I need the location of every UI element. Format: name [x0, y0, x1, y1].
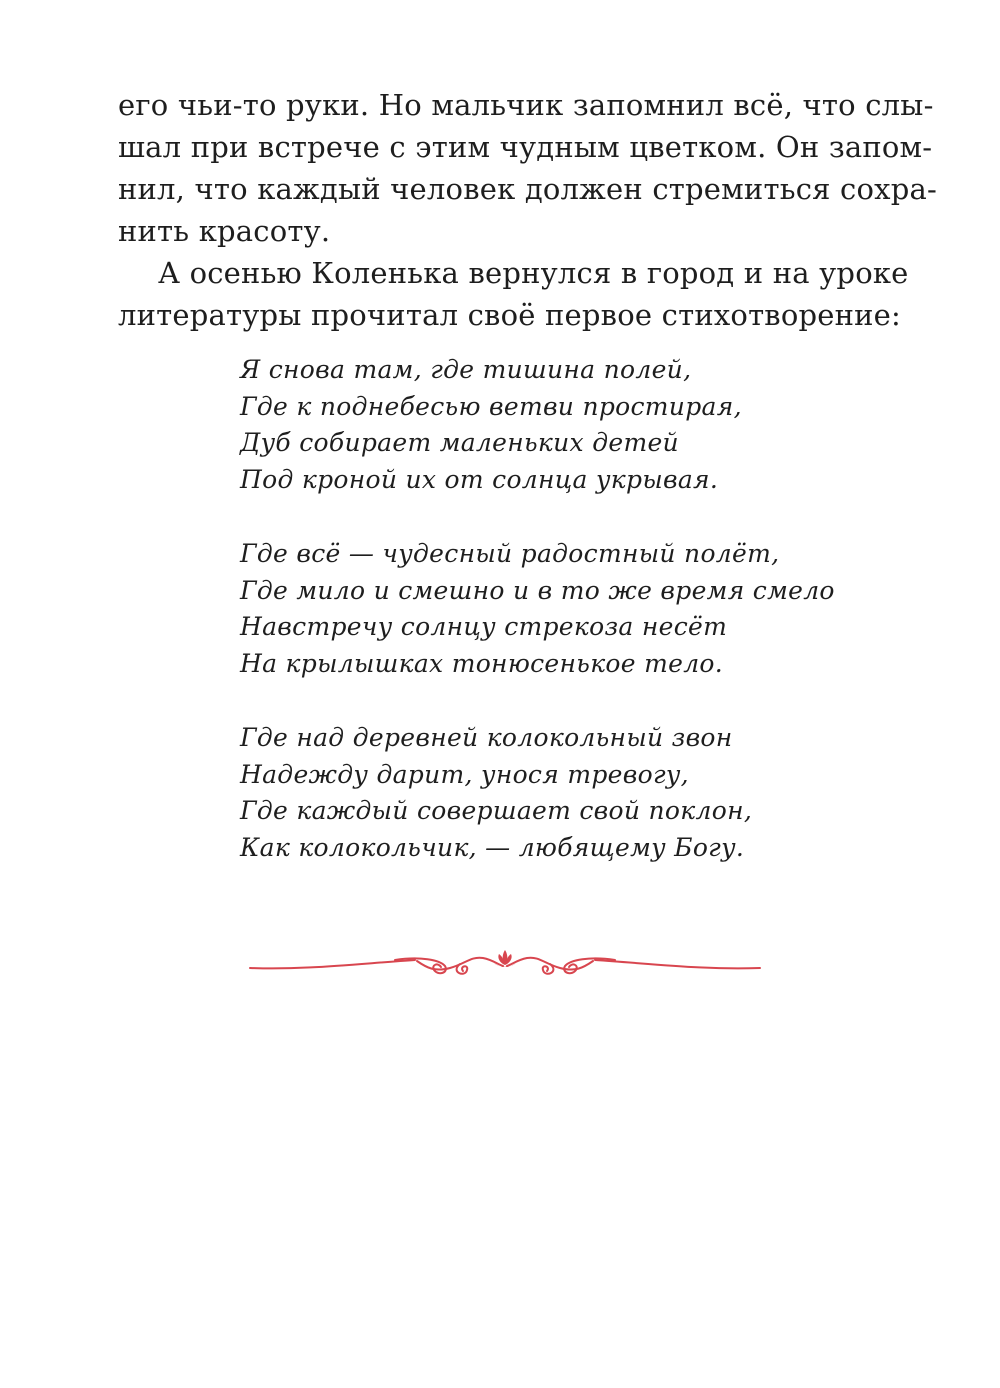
poem-line: Где мило и смешно и в то же время смело [240, 575, 835, 605]
poem [240, 352, 860, 904]
poem-line: Я снова там, где тишина полей, [240, 355, 692, 384]
poem-line: Где над деревней колокольный звон [240, 723, 733, 752]
prose-line: литературы прочитал своё первое стихотворение: [118, 298, 902, 332]
prose-paragraphs [118, 84, 937, 336]
poem-line: Навстречу солнцу стрекоза несёт [240, 612, 728, 641]
poem-line: На крылышках тонюсенькое тело. [240, 648, 724, 678]
poem-line: Где всё — чудесный радостный полёт, [240, 539, 780, 568]
poem-line: Дуб собирает маленьких детей [240, 428, 679, 457]
poem-line: Где к поднебесью ветви простирая, [240, 391, 742, 421]
poem-stanza [240, 536, 860, 682]
poem-line: Надежду дарит, унося тревогу, [240, 759, 689, 789]
poem-stanza [240, 720, 860, 866]
decorative-divider-ornament [245, 946, 765, 986]
poem-line: Как колокольчик, — любящему Богу. [240, 832, 745, 862]
prose-line: шал при встрече с этим чудным цветком. Он запом- [118, 130, 933, 164]
poem-stanza [240, 352, 860, 498]
prose-line: нил, что каждый человек должен стремиться сохра- [118, 172, 937, 206]
prose-line: его чьи-то руки. Но мальчик запомнил всё, что слы- [118, 88, 934, 122]
prose-line: нить красоту. [118, 214, 331, 248]
poem-line: Где каждый совершает свой поклон, [240, 796, 753, 825]
poem-line: Под кроной их от солнца укрывая. [240, 464, 719, 494]
prose-line: А осенью Коленька вернулся в город и на уроке [158, 256, 909, 290]
